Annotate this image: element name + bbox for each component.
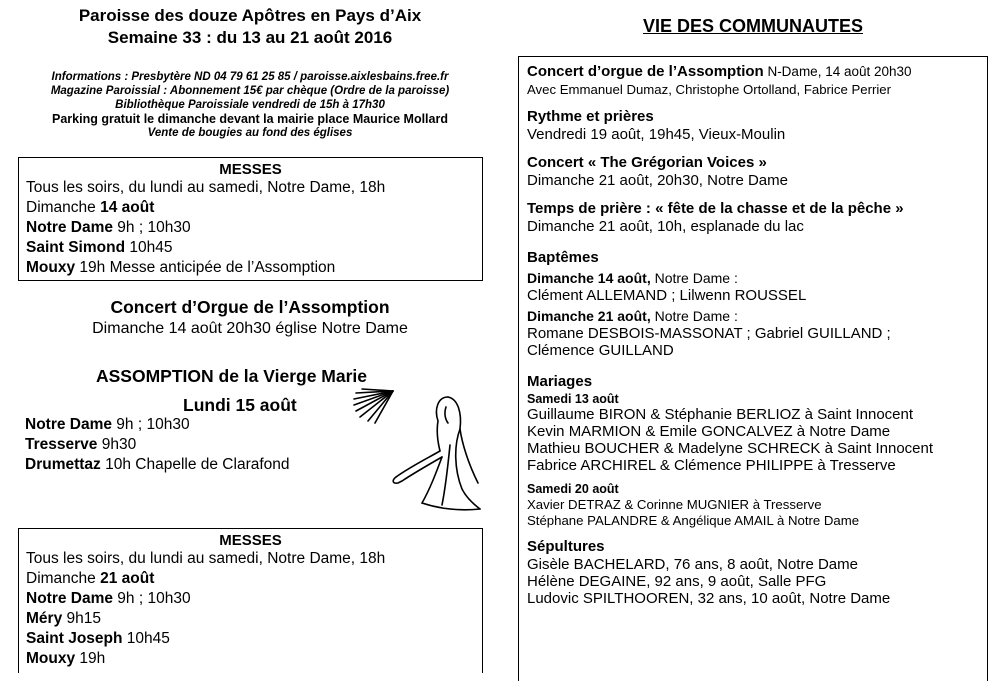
info-parking: Parking gratuit le dimanche devant la mairie place Maurice Mollard: [52, 112, 448, 126]
concert-detail: Dimanche 14 août 20h30 église Notre Dame: [92, 320, 408, 337]
baptism-date-2: Dimanche 21 août, Notre Dame :: [527, 308, 738, 324]
info-phone: Informations : Presbytère ND 04 79 61 25 85 / paroisse.aixlesbains.free.fr: [51, 71, 449, 83]
assumption-date: Lundi 15 août: [183, 395, 297, 415]
baptism-names-1: Clément ALLEMAND ; Lilwenn ROUSSEL: [527, 287, 807, 304]
mass2-saint-joseph: Saint Joseph 10h45: [26, 630, 170, 647]
community-content: [527, 63, 983, 607]
concert-title: Concert d’Orgue de l’Assomption: [110, 297, 390, 317]
masses-title: MESSES: [219, 161, 282, 178]
sunday-line-2: Dimanche 21 août: [26, 570, 155, 587]
sunday-line: Dimanche 14 août: [26, 199, 155, 216]
baptism-date-1: Dimanche 14 août, Notre Dame :: [527, 270, 738, 286]
wedding-date-2: Samedi 20 août: [527, 482, 619, 496]
wedding-couple-6: Stéphane PALANDRE & Angélique AMAIL à Notre Dame: [527, 513, 860, 528]
funeral-1: Gisèle BACHELARD, 76 ans, 8 août, Notre Dame: [527, 556, 858, 573]
wedding-couple-4: Fabrice ARCHIREL & Clémence PHILIPPE à Tresserve: [527, 457, 896, 474]
weekday-masses-2: Tous les soirs, du lundi au samedi, Notre Dame, 18h: [26, 550, 386, 567]
gregorian-title: Concert « The Grégorian Voices »: [527, 154, 767, 171]
baptism-names-2b: Clémence GUILLAND: [527, 342, 674, 359]
funerals-title: Sépultures: [527, 538, 605, 555]
weddings-title: Mariages: [527, 373, 593, 390]
baptism-names-2a: Romane DESBOIS-MASSONAT ; Gabriel GUILLAND ;: [527, 325, 891, 342]
info-candles: Vente de bougies au fond des églises: [147, 127, 353, 139]
assumption-notre-dame: Notre Dame 9h ; 10h30: [25, 416, 190, 433]
mass2-mery: Méry 9h15: [26, 610, 101, 627]
community-box: [518, 56, 988, 681]
wedding-couple-5: Xavier DETRAZ & Corinne MUGNIER à Tresserve: [527, 497, 822, 512]
info-magazine: Magazine Paroissial : Abonnement 15€ par chèque (Ordre de la paroisse): [50, 85, 450, 97]
mass-mouxy: Mouxy 19h Messe anticipée de l’Assomption: [26, 259, 336, 276]
wedding-date-1: Samedi 13 août: [527, 392, 619, 406]
wedding-couple-3: Mathieu BOUCHER & Madelyne SCHRECK à Saint Innocent: [527, 440, 934, 457]
mass-notre-dame: Notre Dame 9h ; 10h30: [26, 219, 191, 236]
virgin-mary-illustration: [330, 385, 490, 515]
assumption-title: ASSOMPTION de la Vierge Marie: [96, 366, 368, 386]
baptisms-title: Baptêmes: [527, 249, 599, 266]
weekday-masses: Tous les soirs, du lundi au samedi, Notre Dame, 18h: [26, 179, 386, 196]
wedding-couple-2: Kevin MARMION & Emile GONCALVEZ à Notre Dame: [527, 423, 891, 440]
organ-concert-artists: Avec Emmanuel Dumaz, Christophe Ortolland, Fabrice Perrier: [527, 82, 892, 97]
week-line: Semaine 33 : du 13 au 21 août 2016: [107, 28, 393, 47]
assumption-tresserve: Tresserve 9h30: [25, 436, 137, 453]
masses-title-2: MESSES: [219, 532, 282, 549]
organ-concert-line: Concert d’orgue de l’Assomption N-Dame, 14 août 20h30: [527, 63, 912, 80]
assumption-drumettaz: Drumettaz 10h Chapelle de Clarafond: [25, 456, 290, 473]
rhythm-detail: Vendredi 19 août, 19h45, Vieux-Moulin: [527, 126, 786, 143]
info-library: Bibliothèque Paroissiale vendredi de 15h à 17h30: [115, 99, 385, 111]
gregorian-detail: Dimanche 21 août, 20h30, Notre Dame: [527, 172, 788, 189]
funeral-3: Ludovic SPILTHOOREN, 32 ans, 10 août, Notre Dame: [527, 590, 891, 607]
wedding-couple-1: Guillaume BIRON & Stéphanie BERLIOZ à Saint Innocent: [527, 406, 914, 423]
masses-list-2: [19, 549, 482, 669]
funeral-2: Hélène DEGAINE, 92 ans, 9 août, Salle PFG: [527, 573, 827, 590]
prayer-detail: Dimanche 21 août, 10h, esplanade du lac: [527, 218, 804, 235]
masses-box-week1: [18, 157, 483, 281]
assumption-masses: [25, 415, 290, 475]
community-heading: VIE DES COMMUNAUTES: [642, 16, 864, 36]
masses-box-week2: [18, 528, 483, 673]
mass2-notre-dame: Notre Dame 9h ; 10h30: [26, 590, 191, 607]
masses-list: [19, 178, 482, 278]
info-block: [0, 70, 500, 140]
mass2-mouxy: Mouxy 19h: [26, 650, 106, 667]
mass-saint-simond: Saint Simond 10h45: [26, 239, 173, 256]
rhythm-title: Rythme et prières: [527, 108, 654, 125]
parish-title: Paroisse des douze Apôtres en Pays d’Aix: [78, 6, 422, 25]
prayer-title: Temps de prière : « fête de la chasse et de la pêche »: [527, 200, 904, 217]
